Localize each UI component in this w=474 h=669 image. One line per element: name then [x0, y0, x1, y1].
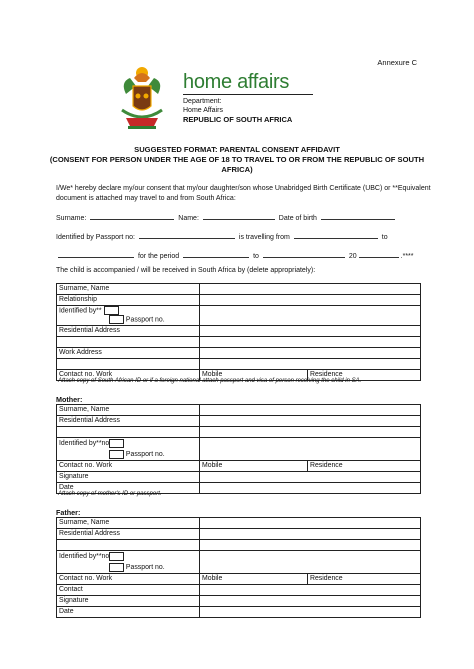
- mother-surname-label: Surname, Name: [57, 405, 200, 416]
- mother-surname-field[interactable]: [200, 405, 421, 416]
- form-subtitle: (CONSENT FOR PERSON UNDER THE AGE OF 18 TO TRAVEL TO OR FROM THE REPUBLIC OF SOUTH AFRICA): [49, 155, 425, 174]
- travel-from-field[interactable]: [294, 231, 378, 239]
- passport-checkbox[interactable]: [109, 315, 124, 324]
- mother-id-checkbox[interactable]: [109, 439, 124, 448]
- father-residential-field[interactable]: [200, 529, 421, 540]
- escort-relationship-label: Relationship: [57, 295, 200, 306]
- escort-work-field[interactable]: [200, 347, 421, 358]
- father-signature-field[interactable]: [200, 596, 421, 607]
- mother-residential-field-2[interactable]: [200, 427, 421, 438]
- table-row: [57, 416, 421, 427]
- coat-of-arms-icon: [116, 64, 168, 134]
- table-row: [57, 596, 421, 607]
- father-surname-label: Surname, Name: [57, 518, 200, 529]
- father-residential-field-2[interactable]: [200, 540, 421, 551]
- father-date-field[interactable]: [200, 607, 421, 618]
- dept-line-1: Department:: [183, 98, 222, 105]
- escort-relationship-field[interactable]: [200, 295, 421, 306]
- father-identified-label: Identified by**no: [59, 553, 110, 560]
- table-row: [57, 540, 421, 551]
- year-field[interactable]: [359, 250, 399, 258]
- father-identified-field[interactable]: [200, 551, 421, 574]
- table-row: [57, 472, 421, 483]
- father-mobile-label: Mobile: [200, 574, 308, 585]
- table-row: [57, 529, 421, 540]
- passport-field[interactable]: [139, 231, 235, 239]
- escort-residential-label: Residential Address: [57, 325, 200, 336]
- table-row: [57, 438, 421, 461]
- escort-residential-field-2[interactable]: [200, 336, 421, 347]
- escort-mobile-label: Mobile: [200, 369, 308, 380]
- escort-contact-label: Contact no. Work: [57, 369, 200, 380]
- escort-identified-label: Identified by**: [59, 307, 102, 315]
- table-row: [57, 518, 421, 529]
- mother-mobile-label: Mobile: [200, 461, 308, 472]
- to-label: to: [381, 234, 388, 241]
- mother-residence-label: Residence: [308, 461, 421, 472]
- table-row: [57, 574, 421, 585]
- father-contact-work-label: Contact no. Work: [57, 574, 200, 585]
- dob-field[interactable]: [321, 212, 395, 220]
- period-to-label: to: [253, 253, 259, 260]
- brand-rule: [183, 94, 313, 95]
- father-contact-label: Contact: [57, 585, 200, 596]
- dept-line-2: Home Affairs: [183, 107, 223, 114]
- mother-identified-label: Identified by**no: [59, 440, 110, 447]
- mother-residential-label: Residential Address: [57, 416, 200, 427]
- period-label: for the period: [137, 253, 180, 260]
- table-row: [57, 585, 421, 596]
- table-row: [57, 325, 421, 336]
- father-residential-label: Residential Address: [57, 529, 200, 540]
- escort-residential-field[interactable]: [200, 325, 421, 336]
- father-passport-checkbox[interactable]: [109, 563, 124, 572]
- mother-passport-checkbox[interactable]: [109, 450, 124, 459]
- mother-date-field[interactable]: [200, 483, 421, 494]
- mother-heading: Mother:: [56, 395, 83, 404]
- travelling-label: is travelling from: [238, 234, 290, 241]
- escort-identified-cell: [57, 306, 200, 326]
- mother-note: Attach copy of mother's ID or passport.: [58, 491, 162, 497]
- period-line: [56, 250, 414, 260]
- father-table: [56, 517, 421, 618]
- travel-to-field[interactable]: [58, 250, 134, 258]
- country-name: REPUBLIC OF SOUTH AFRICA: [183, 115, 293, 124]
- dob-label: Date of birth: [278, 215, 317, 222]
- form-title: SUGGESTED FORMAT: PARENTAL CONSENT AFFIDAVIT: [134, 145, 340, 154]
- declaration-text: I/We* hereby declare my/our consent that my/our daughter/son whose Unabridged Birth Certificate (UBC) or **Equivalent document is attached may travel to and from South Africa:: [56, 185, 431, 202]
- table-row: [57, 427, 421, 438]
- table-row: [57, 336, 421, 347]
- mother-identified-cell: [57, 438, 200, 461]
- name-label: Name:: [178, 215, 199, 222]
- year-end: .****: [400, 253, 414, 260]
- escort-surname-label: Surname, Name: [57, 284, 200, 295]
- table-row: [57, 551, 421, 574]
- table-row: [57, 306, 421, 326]
- period-from-field[interactable]: [183, 250, 249, 258]
- mother-signature-label: Signature: [57, 472, 200, 483]
- table-row: [57, 461, 421, 472]
- father-id-checkbox[interactable]: [109, 552, 124, 561]
- table-row: [57, 295, 421, 306]
- father-date-label: Date: [57, 607, 200, 618]
- mother-identified-field[interactable]: [200, 438, 421, 461]
- father-identified-cell: [57, 551, 200, 574]
- table-row: [57, 405, 421, 416]
- mother-passport-label: Passport no.: [125, 451, 165, 458]
- name-field[interactable]: [203, 212, 275, 220]
- table-row: [57, 607, 421, 618]
- surname-field[interactable]: [90, 212, 174, 220]
- mother-contact-label: Contact no. Work: [57, 461, 200, 472]
- table-row: [57, 284, 421, 295]
- father-surname-field[interactable]: [200, 518, 421, 529]
- mother-table: [56, 404, 421, 494]
- escort-note: Attach copy of South African ID or if a foreign national attach passport and visa of person receiving the child in SA.: [58, 378, 362, 384]
- mother-signature-field[interactable]: [200, 472, 421, 483]
- passport-line: [56, 231, 388, 241]
- table-row: [57, 358, 421, 369]
- year-label: 20: [348, 253, 357, 260]
- escort-work-label: Work Address: [57, 347, 200, 358]
- brand-name: home affairs: [183, 71, 290, 93]
- child-name-line: [56, 212, 397, 222]
- mother-residential-field[interactable]: [200, 416, 421, 427]
- passport-label: Identified by Passport no:: [56, 234, 135, 241]
- escort-work-field-2[interactable]: [200, 358, 421, 369]
- father-contact-field[interactable]: [200, 585, 421, 596]
- father-residence-label: Residence: [308, 574, 421, 585]
- father-signature-label: Signature: [57, 596, 200, 607]
- table-row: [57, 347, 421, 358]
- father-passport-label: Passport no.: [125, 564, 165, 571]
- surname-label: Surname:: [56, 215, 87, 222]
- period-to-field[interactable]: [263, 250, 345, 258]
- escort-passport-label: Passport no.: [125, 316, 165, 324]
- escort-surname-field[interactable]: [200, 284, 421, 295]
- father-heading: Father:: [56, 508, 81, 517]
- accompanied-text: The child is accompanied / will be received in South Africa by (delete appropriately):: [56, 267, 316, 274]
- escort-residence-label: Residence: [308, 369, 421, 380]
- escort-table: [56, 283, 421, 381]
- annexure-label: Annexure C: [377, 58, 417, 67]
- id-checkbox[interactable]: [104, 306, 119, 315]
- department-block: [183, 97, 292, 124]
- mother-date-label: Date: [57, 483, 200, 494]
- escort-identified-field[interactable]: [200, 306, 421, 326]
